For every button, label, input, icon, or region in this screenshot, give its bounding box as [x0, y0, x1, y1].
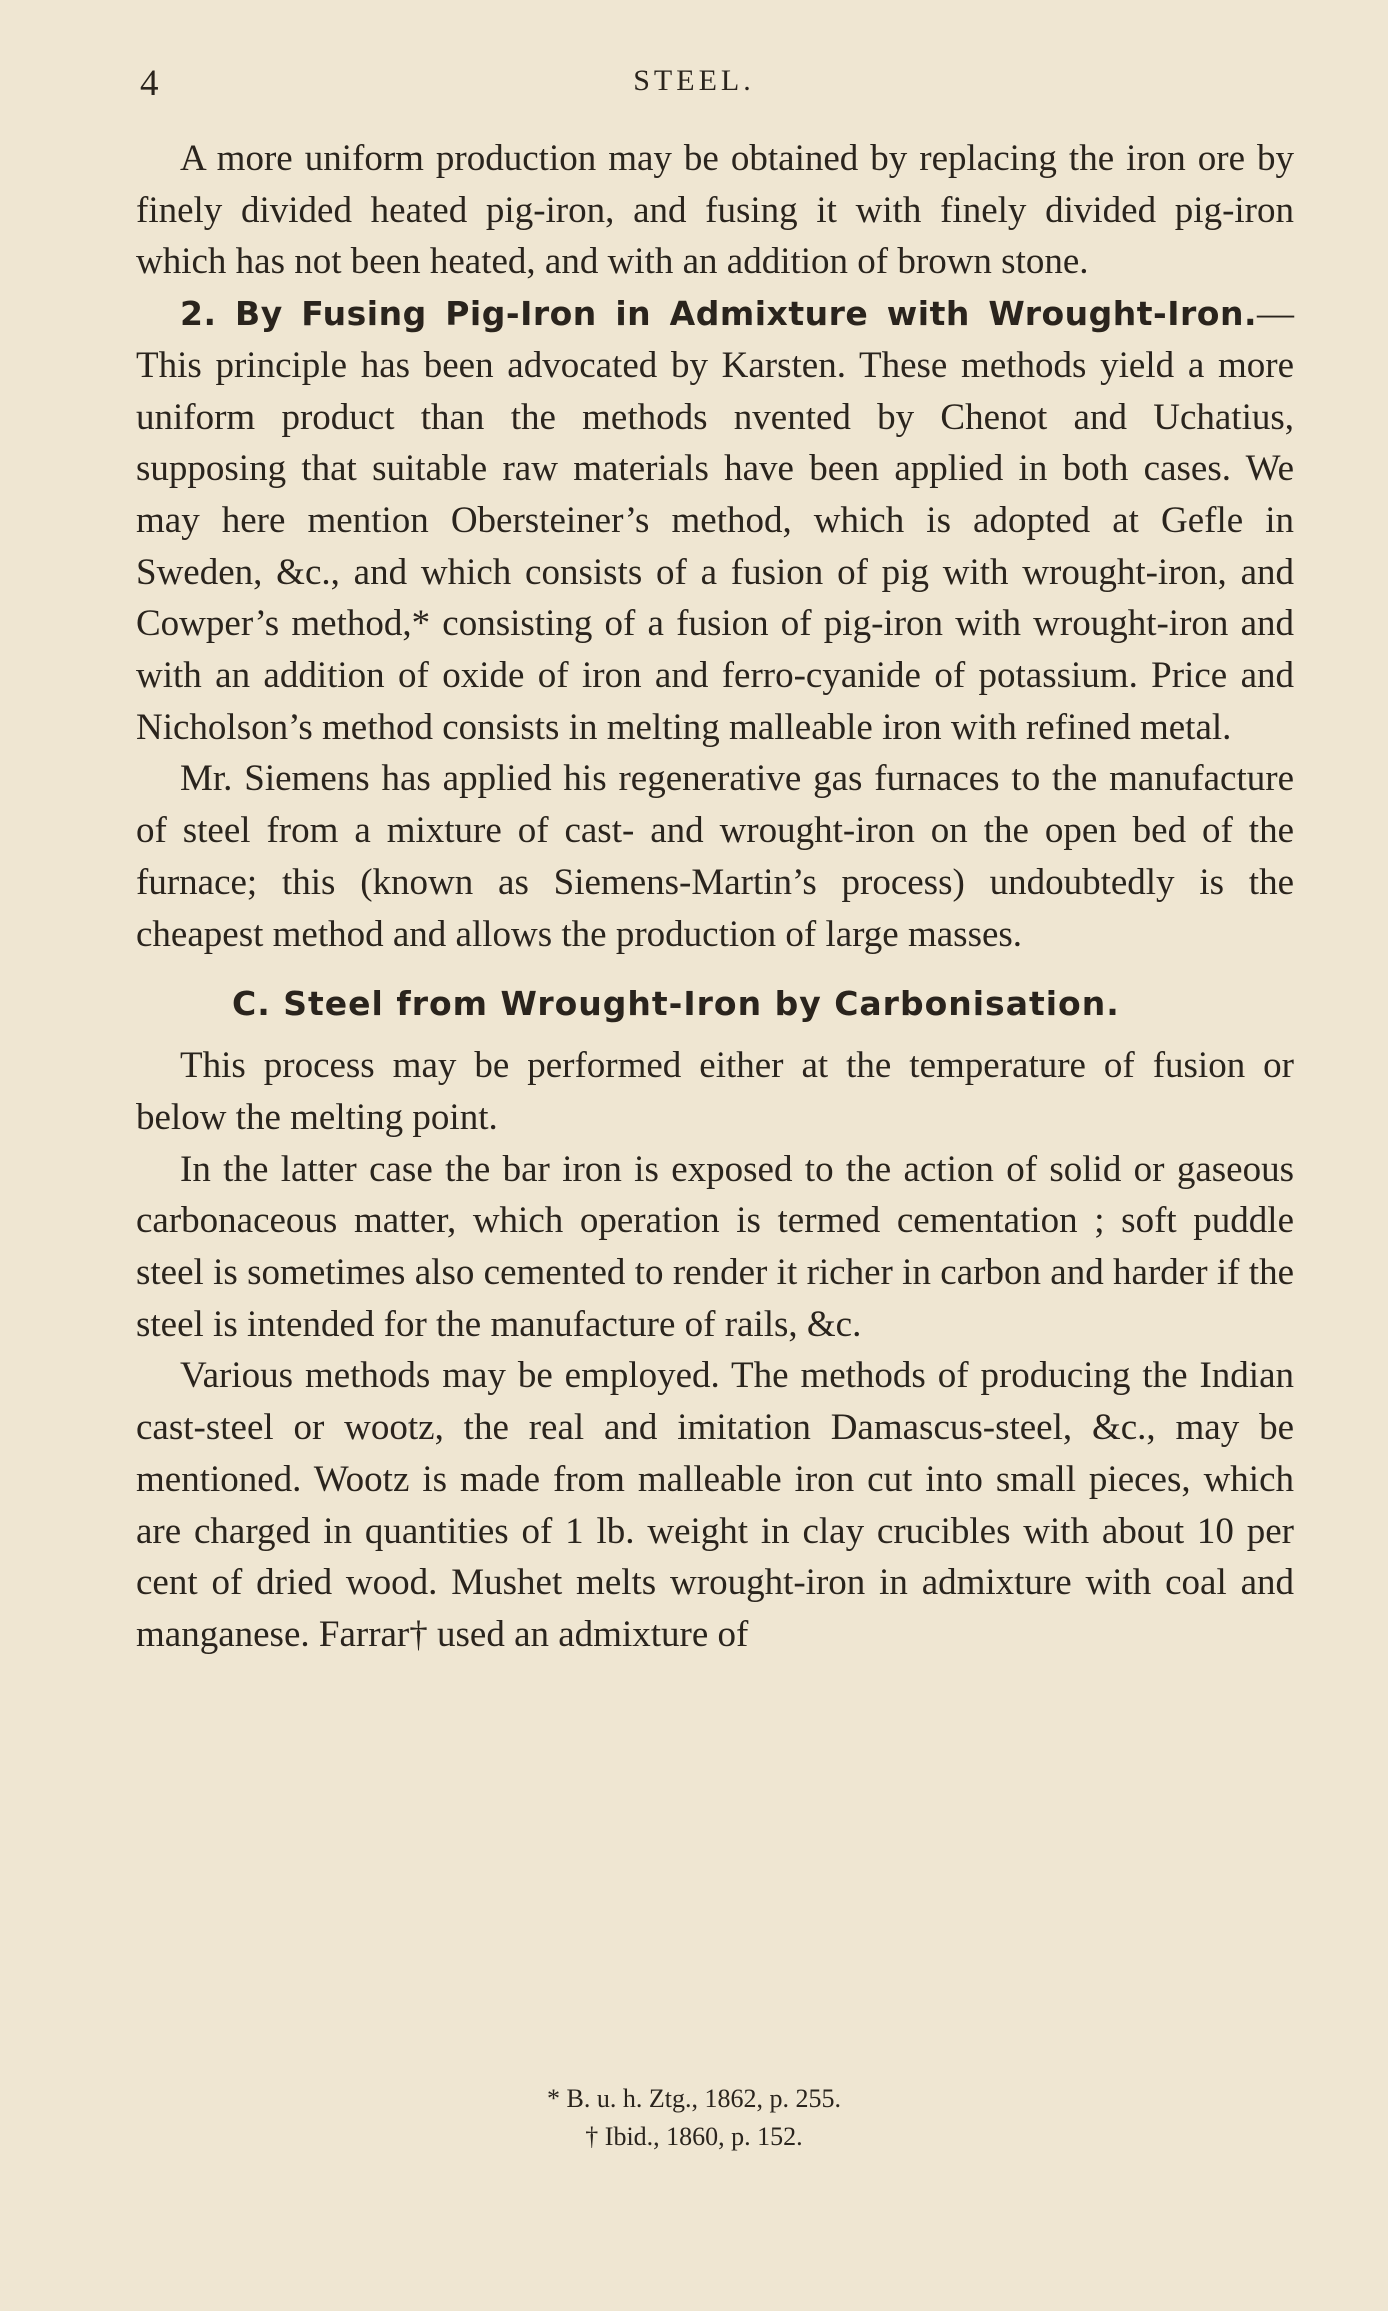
section-heading: C. Steel from Wrought-Iron by Carbonisation. [232, 984, 1120, 1024]
paragraph-fusing-pig-iron [136, 288, 1294, 753]
paragraph-uniform-production [136, 133, 1294, 288]
paragraph-text: A more uniform production may be obtained by replacing the iron ore by finely divided heated pig-iron, and fusing it with finely divided pig-iron which has not been heated, and with an addition of brown stone. [136, 138, 1294, 283]
subsection-heading: 2. By Fusing Pig-Iron in Admixture with Wrought-Iron. [180, 294, 1257, 334]
page-number: 4 [140, 63, 159, 104]
footnotes [0, 2080, 1388, 2156]
footnote-text: * B. u. h. Ztg., 1862, p. 255. [547, 2084, 841, 2113]
paragraph-cementation: In the latter case the bar iron is exposed to the action of solid or gaseous carbonaceous matter, which operation is termed cementation ; soft puddle steel is sometimes also cemented to render it richer in carbon and harder if the steel is intended for the manufacture of rails, &c. [136, 1148, 1294, 1345]
page-header [0, 60, 1388, 110]
paragraph-siemens [136, 753, 1294, 960]
paragraph-process: This process may be performed either at the temperature of fusion or below the melting point. [136, 1045, 1294, 1138]
paragraph-methods: Various methods may be employed. The methods of producing the Indian cast-steel or wootz, the real and imitation Damascus-steel, &c., may be mentioned. Wootz is made from malleable iron cut into small pieces, which are charged in quantities of 1 lb. weight in clay crucibles with about 10 per cent of dried wood. Mushet melts wrought-iron in admixture with coal and manganese. Farrar† used an admixture of [136, 1355, 1294, 1655]
page-body [136, 133, 1294, 1661]
running-title: STEEL. [633, 64, 755, 97]
footnote [0, 2118, 1388, 2156]
footnote-text: † Ibid., 1860, p. 152. [585, 2122, 803, 2151]
paragraph-text: —This principle has been advocated by Karsten. These methods yield a more uniform product than the methods nvented by Chenot and Uchatius, supposing that suitable raw materials have been applied in both cases. We may here mention Obersteiner’s method, which is adopted at Gefle in Sweden, &c., and which consists of a fusion of pig with wrought-iron, and Cowper’s method,* consisting of a fusion of pig-iron with wrought-iron and with an addition of oxide of iron and ferro-cyanide of potassium. Price and Nicholson’s method consists in melting malleable iron with refined metal. [136, 293, 1294, 748]
paragraph-text: Mr. Siemens has applied his regenerative gas furnaces to the manufacture of steel from a mixture of cast- and wrought-iron on the open bed of the furnace; this (known as Siemens-Martin’s process) undoubtedly is the cheapest method and allows the production of large masses. [136, 758, 1294, 955]
footnote [0, 2080, 1388, 2118]
